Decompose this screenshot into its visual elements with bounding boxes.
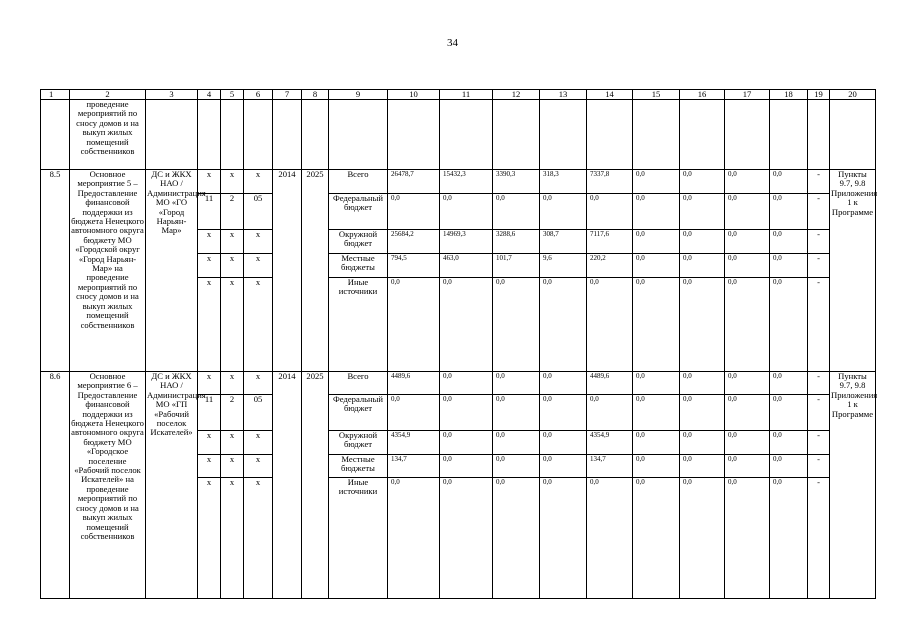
code-c4: х: [198, 230, 221, 254]
header-col-3: 3: [146, 90, 198, 100]
amount-cell: 7337,8: [587, 170, 633, 194]
amount-cell: 0,0: [587, 395, 633, 431]
header-col-20: 20: [830, 90, 876, 100]
amount-cell: 0,0: [725, 278, 770, 372]
amount-cell: 0,0: [725, 455, 770, 478]
item-executor: ДС и ЖКХ НАО / Администрация МО «ГП «Рабочий поселок Искателей»: [146, 372, 198, 599]
amount-cell: 0,0: [770, 372, 808, 395]
code-c4: х: [198, 478, 221, 599]
col19-cell: -: [808, 478, 830, 599]
carryover-cell-15: [633, 100, 680, 170]
amount-cell: 0,0: [388, 278, 440, 372]
amount-cell: 3288,6: [493, 230, 540, 254]
header-col-2: 2: [70, 90, 146, 100]
amount-cell: 0,0: [540, 431, 587, 455]
amount-cell: 0,0: [633, 455, 680, 478]
carryover-row: [41, 100, 876, 170]
col19-cell: -: [808, 431, 830, 455]
carryover-cell-3: [146, 100, 198, 170]
amount-cell: 0,0: [680, 230, 725, 254]
code-c6: х: [244, 431, 273, 455]
amount-cell: 0,0: [680, 194, 725, 230]
funding-source: Федеральный бюджет: [329, 194, 388, 230]
amount-cell: 0,0: [770, 194, 808, 230]
amount-cell: 0,0: [493, 194, 540, 230]
header-col-16: 16: [680, 90, 725, 100]
amount-cell: 0,0: [680, 278, 725, 372]
item-notes: Пункты 9.7, 9.8 Приложения 1 к Программе: [830, 170, 876, 372]
amount-cell: 0,0: [770, 230, 808, 254]
amount-cell: 0,0: [493, 278, 540, 372]
header-col-15: 15: [633, 90, 680, 100]
code-c5: х: [221, 278, 244, 372]
amount-cell: 0,0: [633, 254, 680, 278]
amount-cell: 0,0: [725, 194, 770, 230]
carryover-cell-7: [273, 100, 302, 170]
amount-cell: 14969,3: [440, 230, 493, 254]
carryover-cell-10: [388, 100, 440, 170]
item-number: 8.5: [41, 170, 70, 372]
header-col-14: 14: [587, 90, 633, 100]
header-col-12: 12: [493, 90, 540, 100]
carryover-cell-11: [440, 100, 493, 170]
amount-cell: 0,0: [770, 478, 808, 599]
amount-cell: 308,7: [540, 230, 587, 254]
col19-cell: -: [808, 194, 830, 230]
header-col-6: 6: [244, 90, 273, 100]
amount-cell: 0,0: [680, 372, 725, 395]
code-c5: х: [221, 254, 244, 278]
amount-cell: 7117,6: [587, 230, 633, 254]
header-col-11: 11: [440, 90, 493, 100]
amount-cell: 0,0: [440, 372, 493, 395]
header-col-7: 7: [273, 90, 302, 100]
amount-cell: 0,0: [388, 478, 440, 599]
amount-cell: 25684,2: [388, 230, 440, 254]
header-col-5: 5: [221, 90, 244, 100]
code-c5: х: [221, 455, 244, 478]
header-col-17: 17: [725, 90, 770, 100]
amount-cell: 0,0: [440, 395, 493, 431]
amount-cell: 0,0: [633, 478, 680, 599]
header-row: [41, 90, 876, 100]
col19-cell: -: [808, 372, 830, 395]
code-c4: х: [198, 254, 221, 278]
amount-cell: 134,7: [587, 455, 633, 478]
amount-cell: 0,0: [725, 230, 770, 254]
table-row: [41, 372, 876, 395]
carryover-cell-14: [587, 100, 633, 170]
amount-cell: 0,0: [725, 372, 770, 395]
amount-cell: 0,0: [770, 395, 808, 431]
col19-cell: -: [808, 455, 830, 478]
amount-cell: 0,0: [680, 478, 725, 599]
carryover-cell-8: [302, 100, 329, 170]
header-col-8: 8: [302, 90, 329, 100]
amount-cell: 0,0: [493, 372, 540, 395]
amount-cell: 0,0: [540, 478, 587, 599]
header-col-4: 4: [198, 90, 221, 100]
funding-source: Окружной бюджет: [329, 431, 388, 455]
code-c5: х: [221, 478, 244, 599]
amount-cell: 0,0: [587, 478, 633, 599]
amount-cell: 4354,9: [587, 431, 633, 455]
amount-cell: 0,0: [493, 455, 540, 478]
amount-cell: 0,0: [540, 372, 587, 395]
amount-cell: 4489,6: [388, 372, 440, 395]
carryover-cell-16: [680, 100, 725, 170]
code-c6: х: [244, 278, 273, 372]
budget-table: [40, 89, 876, 599]
item-name: Основное мероприятие 5 – Предоставление финансовой поддержки из бюджета Ненецкого автономного округа бюджету МО «Городской округ «Город Нарьян-Мар» на проведение мероприятий по сносу домов и на выкуп жилых помещений собственников: [70, 170, 146, 372]
header-col-1: 1: [41, 90, 70, 100]
amount-cell: 26478,7: [388, 170, 440, 194]
funding-source: Федеральный бюджет: [329, 395, 388, 431]
amount-cell: 15432,3: [440, 170, 493, 194]
amount-cell: 0,0: [493, 431, 540, 455]
header-col-10: 10: [388, 90, 440, 100]
amount-cell: 0,0: [440, 194, 493, 230]
amount-cell: 0,0: [770, 254, 808, 278]
amount-cell: 4354,9: [388, 431, 440, 455]
carryover-cell-5: [221, 100, 244, 170]
header-col-19: 19: [808, 90, 830, 100]
amount-cell: 0,0: [633, 170, 680, 194]
code-c4: х: [198, 170, 221, 194]
amount-cell: 0,0: [587, 278, 633, 372]
carryover-cell-20: [830, 100, 876, 170]
amount-cell: 0,0: [540, 395, 587, 431]
carryover-cell-19: [808, 100, 830, 170]
code-c4: х: [198, 455, 221, 478]
amount-cell: 0,0: [440, 431, 493, 455]
item-name: Основное мероприятие 6 – Предоставление финансовой поддержки из бюджета Ненецкого автономного округа бюджету МО «Городское поселение «Рабочий поселок Искателей» на проведение мероприятий по сносу домов и на выкуп жилых помещений собственников: [70, 372, 146, 599]
amount-cell: 0,0: [680, 170, 725, 194]
funding-source: Всего: [329, 372, 388, 395]
amount-cell: 0,0: [633, 395, 680, 431]
amount-cell: 318,3: [540, 170, 587, 194]
code-c5: х: [221, 431, 244, 455]
amount-cell: 0,0: [587, 194, 633, 230]
start-year: 2014: [273, 170, 302, 372]
col19-cell: -: [808, 395, 830, 431]
funding-source: Местные бюджеты: [329, 455, 388, 478]
amount-cell: 0,0: [680, 254, 725, 278]
code-c5: 2: [221, 395, 244, 431]
header-col-18: 18: [770, 90, 808, 100]
item-executor: ДС и ЖКХ НАО / Администрация МО «ГО «Город Нарьян-Мар»: [146, 170, 198, 372]
amount-cell: 0,0: [770, 455, 808, 478]
amount-cell: 101,7: [493, 254, 540, 278]
amount-cell: 0,0: [770, 431, 808, 455]
amount-cell: 220,2: [587, 254, 633, 278]
amount-cell: 0,0: [725, 478, 770, 599]
code-c6: х: [244, 372, 273, 395]
end-year: 2025: [302, 372, 329, 599]
funding-source: Окружной бюджет: [329, 230, 388, 254]
amount-cell: 0,0: [680, 431, 725, 455]
code-c5: х: [221, 230, 244, 254]
amount-cell: 0,0: [440, 278, 493, 372]
header-col-13: 13: [540, 90, 587, 100]
amount-cell: 0,0: [725, 431, 770, 455]
amount-cell: 0,0: [633, 372, 680, 395]
carryover-cell-9: [329, 100, 388, 170]
amount-cell: 0,0: [725, 395, 770, 431]
item-number: 8.6: [41, 372, 70, 599]
code-c4: 11: [198, 395, 221, 431]
code-c4: х: [198, 372, 221, 395]
page-number: 34: [447, 37, 458, 49]
amount-cell: 3390,3: [493, 170, 540, 194]
amount-cell: 134,7: [388, 455, 440, 478]
amount-cell: 0,0: [633, 278, 680, 372]
carryover-name: проведение мероприятий по сносу домов и на выкуп жилых помещений собственников: [70, 100, 146, 170]
amount-cell: 0,0: [633, 431, 680, 455]
amount-cell: 0,0: [540, 278, 587, 372]
amount-cell: 4489,6: [587, 372, 633, 395]
carryover-cell-6: [244, 100, 273, 170]
item-notes: Пункты 9.7, 9.8 Приложения 1 к Программе: [830, 372, 876, 599]
amount-cell: 0,0: [633, 194, 680, 230]
start-year: 2014: [273, 372, 302, 599]
amount-cell: 0,0: [493, 478, 540, 599]
end-year: 2025: [302, 170, 329, 372]
header-col-9: 9: [329, 90, 388, 100]
carryover-cell-12: [493, 100, 540, 170]
carryover-cell-1: [41, 100, 70, 170]
amount-cell: 0,0: [388, 395, 440, 431]
carryover-cell-18: [770, 100, 808, 170]
code-c4: х: [198, 431, 221, 455]
code-c6: х: [244, 478, 273, 599]
col19-cell: -: [808, 254, 830, 278]
amount-cell: 0,0: [770, 170, 808, 194]
funding-source: Иные источники: [329, 278, 388, 372]
amount-cell: 0,0: [725, 170, 770, 194]
amount-cell: 0,0: [770, 278, 808, 372]
amount-cell: 0,0: [633, 230, 680, 254]
carryover-cell-17: [725, 100, 770, 170]
code-c4: 11: [198, 194, 221, 230]
code-c6: 05: [244, 395, 273, 431]
amount-cell: 0,0: [725, 254, 770, 278]
amount-cell: 0,0: [540, 194, 587, 230]
col19-cell: -: [808, 230, 830, 254]
amount-cell: 0,0: [440, 455, 493, 478]
carryover-cell-4: [198, 100, 221, 170]
funding-source: Местные бюджеты: [329, 254, 388, 278]
amount-cell: 794,5: [388, 254, 440, 278]
col19-cell: -: [808, 278, 830, 372]
code-c6: х: [244, 455, 273, 478]
amount-cell: 0,0: [680, 395, 725, 431]
code-c6: х: [244, 230, 273, 254]
code-c5: х: [221, 170, 244, 194]
amount-cell: 0,0: [540, 455, 587, 478]
table-row: [41, 170, 876, 194]
amount-cell: 0,0: [388, 194, 440, 230]
amount-cell: 0,0: [493, 395, 540, 431]
carryover-cell-13: [540, 100, 587, 170]
amount-cell: 0,0: [440, 478, 493, 599]
code-c5: 2: [221, 194, 244, 230]
amount-cell: 0,0: [680, 455, 725, 478]
code-c6: 05: [244, 194, 273, 230]
amount-cell: 9,6: [540, 254, 587, 278]
code-c4: х: [198, 278, 221, 372]
code-c6: х: [244, 170, 273, 194]
amount-cell: 463,0: [440, 254, 493, 278]
funding-source: Всего: [329, 170, 388, 194]
col19-cell: -: [808, 170, 830, 194]
funding-source: Иные источники: [329, 478, 388, 599]
code-c5: х: [221, 372, 244, 395]
code-c6: х: [244, 254, 273, 278]
